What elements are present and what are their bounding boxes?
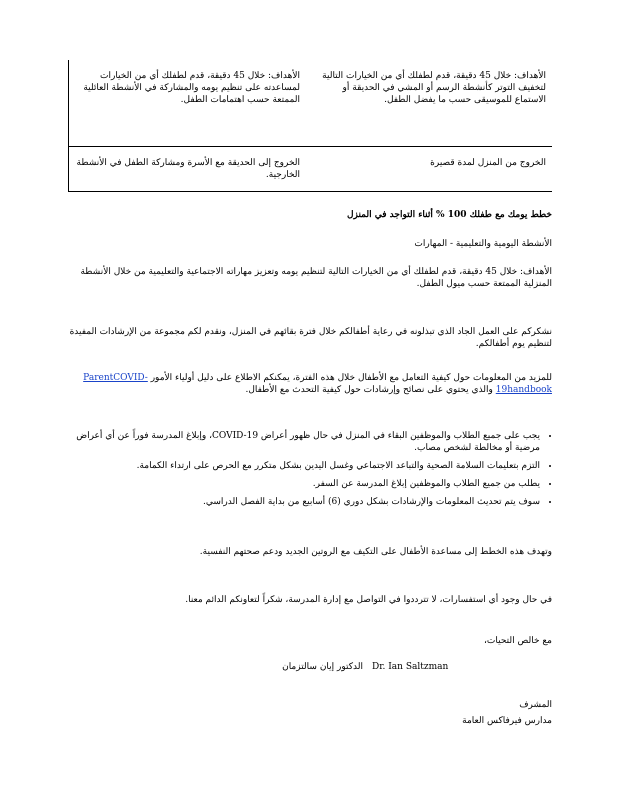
- section-goal: الأهداف: خلال 45 دقيقة، قدم لطفلك أي من الخيارات التالية لتنظيم يومه وتعزيز مهاراته الاجتماعية والتعليمية من خلال الأنشطة المنزلية الممتعة حسب ميول الطفل.: [80, 267, 552, 289]
- paragraph-2-text-after: والذي يحتوي على نصائح وإرشادات حول كيفية التحدث مع الأطفال.: [245, 385, 493, 395]
- section-subline: الأنشطة اليومية والتعليمية - المهارات: [414, 239, 552, 249]
- closing-line: مع خالص التحيات،: [483, 636, 552, 646]
- table-cell-activity-right: الخروج من المنزل لمدة قصيرة: [306, 147, 552, 192]
- bullet-list-container: [68, 430, 552, 514]
- table-cell-goal-right: الأهداف: خلال 45 دقيقة، قدم لطفلك أي من الخيارات التالية لتخفيف التوتر كأنشطة الرسم أو المشي في الحديقة أو الاستماع للموسيقى حسب ما يفضل الطفل.: [306, 60, 552, 147]
- body-paragraph-1: نشكركم على العمل الجاد الذي تبذلونه في رعاية أطفالكم خلال فترة بقائهم في المنزل، ونقدم لكم مجموعة من الإرشادات المفيدة لتنظيم يوم أطفالكم.: [69, 327, 552, 349]
- signature-role-1: المشرف: [519, 700, 552, 710]
- table-row: [69, 147, 553, 192]
- section-heading: خطط يومك مع طفلك 100 % أثناء التواجد في المنزل: [346, 210, 552, 220]
- table-cell-goal-left: الأهداف: خلال 45 دقيقة، قدم لطفلك أي من الخيارات لمساعدته على تنظيم يومه والمشاركة في الأنشطة العائلية الممتعة حسب اهتمامات الطفل.: [69, 60, 307, 147]
- paragraph-2-text-before: للمزيد من المعلومات حول كيفية التعامل مع الأطفال خلال هذه الفترة، يمكنكم الاطلاع على دليل أولياء الأمور: [150, 373, 552, 383]
- list-item: • يجب على جميع الطلاب والموظفين البقاء في المنزل في حال ظهور أعراض COVID-19، وإبلاغ المدرسة فوراً عن أي أعراض مرضية أو مخالطة لشخص مصاب.: [68, 430, 540, 454]
- bullet-list: [68, 430, 552, 508]
- table-row: [69, 60, 553, 147]
- table-cell-activity-left: الخروج إلى الحديقة مع الأسرة ومشاركة الطفل في الأنشطة الخارجية.: [69, 147, 307, 192]
- body-paragraph-4: في حال وجود أي استفسارات، لا تترددوا في التواصل مع إدارة المدرسة، شكراً لتعاونكم الدائم معنا.: [185, 595, 552, 605]
- list-item: • سوف يتم تحديث المعلومات والإرشادات بشكل دوري (6) أسابيع من بداية الفصل الدراسي.: [68, 496, 540, 508]
- activity-table: [68, 60, 552, 192]
- body-paragraph-3: وتهدف هذه الخطط إلى مساعدة الأطفال على التكيف مع الروتين الجديد ودعم صحتهم النفسية.: [199, 547, 552, 557]
- signature-name-arabic: الدكتور إيان سالتزمان: [282, 662, 363, 672]
- signature-name-latin: Dr. Ian Saltzman: [372, 662, 449, 672]
- list-item: • يطلب من جميع الطلاب والموظفين إبلاغ المدرسة عن السفر.: [68, 478, 540, 490]
- handbook-link[interactable]: ParentCOVID-19handbook: [83, 373, 552, 395]
- signature-role-2: مدارس فيرفاكس العامة: [462, 716, 552, 726]
- body-paragraph-2: [68, 372, 552, 396]
- list-item: • التزم بتعليمات السلامة الصحية والتباعد الاجتماعي وغسل اليدين بشكل متكرر مع الحرص على ارتداء الكمامة.: [68, 460, 540, 472]
